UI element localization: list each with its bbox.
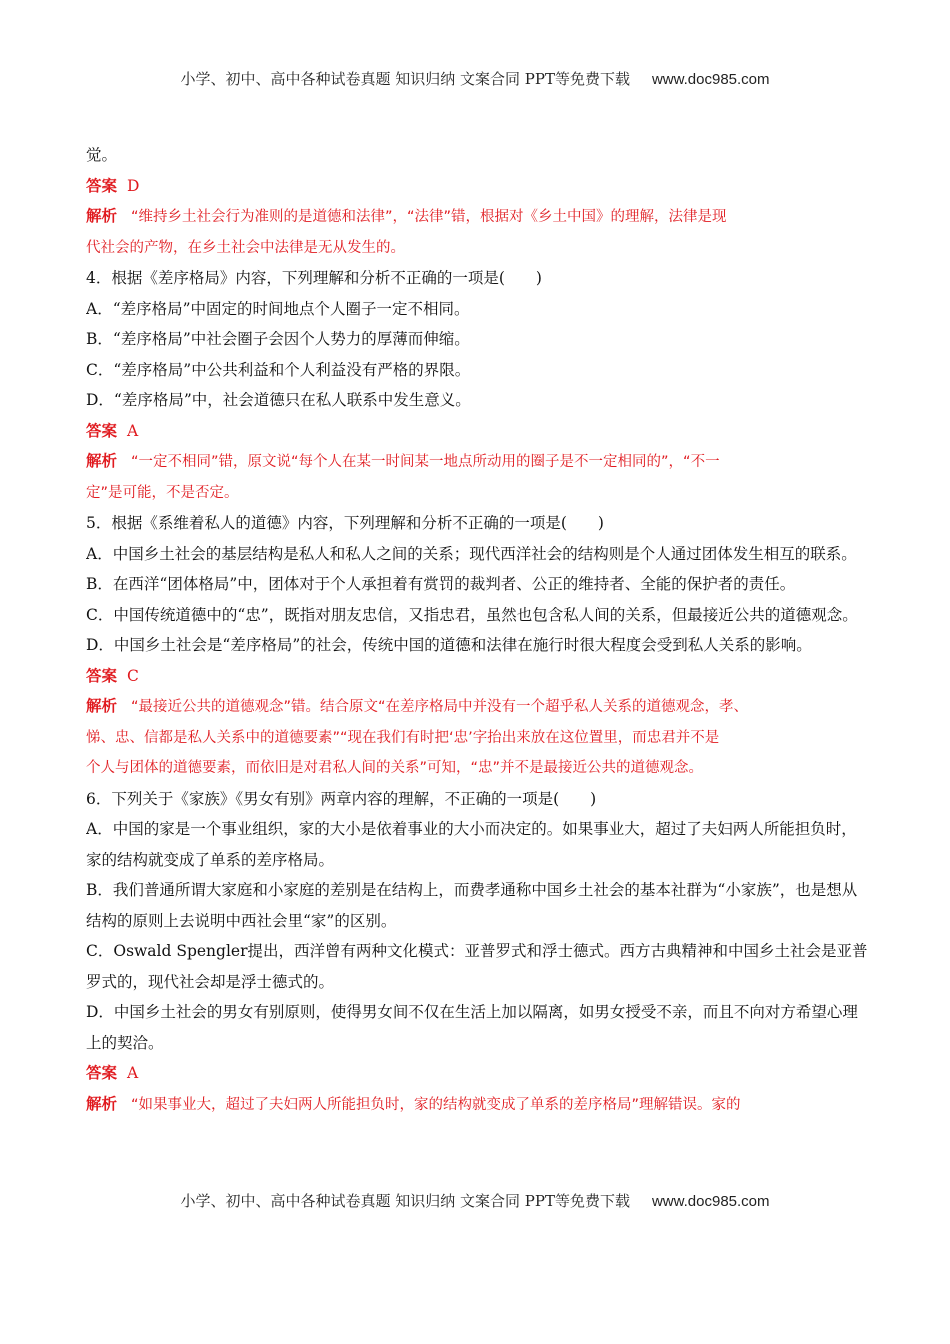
q6-option-d: D．中国乡土社会的男女有别原则，使得男女间不仅在生活上加以隔离，如男女授受不亲，而且不向对方希望心理上的契洽。 — [86, 1003, 858, 1052]
answer-label: 答案 — [86, 666, 118, 685]
header-text: 小学、初中、高中各种试卷真题 知识归纳 文案合同 PPT等免费下载 — [180, 70, 630, 88]
q5-option-d: D．中国乡土社会是“差序格局”的社会，传统中国的道德和法律在施行时很大程度会受到私人关系的影响。 — [86, 636, 812, 654]
q4-explanation-text-2: 定”是可能，不是否定。 — [86, 484, 239, 501]
q5-explanation-text-3: 个人与团体的道德要素，而依旧是对君私人间的关系”可知，“忠”并不是最接近公共的道德观念。 — [86, 760, 704, 776]
q6-option-a: A．中国的家是一个事业组织，家的大小是依着事业的大小而决定的。如果事业大，超过了夫妇两人所能担负时，家的结构就变成了单系的差序格局。 — [86, 820, 857, 869]
explanation-label: 解析 — [86, 697, 118, 715]
q3-answer — [86, 171, 868, 202]
q5-answer — [86, 661, 868, 692]
q6-explanation-text-1: “如果事业大，超过了夫妇两人所能担负时，家的结构就变成了单系的差序格局”理解错误。家的 — [131, 1096, 741, 1113]
q3-explanation-line — [86, 201, 868, 233]
q3-tail-text: 觉。 — [86, 146, 118, 164]
q5-explanation-text-2: 悌、忠、信都是私人关系中的道德要素”“现在我们有时把‘忠’字抬出来放在这位置里，而忠君并不是 — [86, 729, 720, 746]
page-header — [0, 68, 950, 89]
q4-option-a: A．“差序格局”中固定的时间地点个人圈子一定不相同。 — [86, 299, 470, 318]
q4-explanation-text-1: “一定不相同”错，原文说“每个人在某一时间某一地点所动用的圈子是不一定相同的”，“不一 — [131, 454, 720, 470]
q6-explanation-line — [86, 1089, 868, 1121]
q4-option-d: D．“差序格局”中，社会道德只在私人联系中发生意义。 — [86, 391, 471, 409]
q4-answer-value: A — [127, 421, 139, 440]
q5-stem: 5．根据《系维着私人的道德》内容，下列理解和分析不正确的一项是( ) — [86, 514, 604, 532]
q5-option-c: C．中国传统道德中的“忠”，既指对朋友忠信，又指忠君，虽然也包含私人间的关系，但最接近公共的道德观念。 — [86, 605, 858, 624]
q4-option-c: C．“差序格局”中公共利益和个人利益没有严格的界限。 — [86, 360, 471, 379]
q3-explanation-text-1: “维持乡土社会行为准则的是道德和法律”，“法律”错，根据对《乡土中国》的理解，法律是现 — [131, 209, 727, 225]
q3-explanation-text-2: 代社会的产物，在乡土社会中法律是无从发生的。 — [86, 239, 405, 256]
page-footer — [0, 1190, 950, 1211]
answer-label: 答案 — [86, 176, 118, 195]
explanation-label: 解析 — [86, 207, 118, 225]
q5-answer-value: C — [127, 666, 139, 685]
q4-stem: 4．根据《差序格局》内容，下列理解和分析不正确的一项是( ) — [86, 269, 542, 287]
q5-option-b: B．在西洋“团体格局”中，团体对于个人承担着有赏罚的裁判者、公正的维持者、全能的保护者的责任。 — [86, 575, 796, 593]
answer-label: 答案 — [86, 421, 118, 440]
explanation-label: 解析 — [86, 452, 118, 470]
header-site-link[interactable]: www.doc985.com — [651, 71, 770, 88]
q4-option-b: B．“差序格局”中社会圈子会因个人势力的厚薄而伸缩。 — [86, 330, 470, 348]
q6-stem: 6．下列关于《家族》《男女有别》两章内容的理解，不正确的一项是( ) — [86, 789, 597, 808]
q6-option-b: B．我们普通所谓大家庭和小家庭的差别是在结构上，而费孝通称中国乡土社会的基本社群为“小家族”，也是想从结构的原则上去说明中西社会里“家”的区别。 — [86, 881, 858, 930]
footer-text: 小学、初中、高中各种试卷真题 知识归纳 文案合同 PPT等免费下载 — [180, 1192, 630, 1210]
footer-site-link[interactable]: www.doc985.com — [651, 1193, 770, 1210]
q3-answer-value: D — [127, 176, 140, 195]
q5-explanation-text-1: “最接近公共的道德观念”错。结合原文“在差序格局中并没有一个超乎私人关系的道德观念，孝、 — [131, 699, 749, 715]
document-body — [86, 140, 868, 1120]
q4-answer — [86, 416, 868, 447]
q5-explanation-line — [86, 691, 868, 723]
q6-answer — [86, 1058, 868, 1089]
q6-option-c: C．Oswald Spengler提出，西洋曾有两种文化模式：亚普罗式和浮士德式。西方古典精神和中国乡土社会是亚普罗式的，现代社会却是浮士德式的。 — [86, 942, 868, 991]
explanation-label: 解析 — [86, 1094, 118, 1113]
q5-option-a: A．中国乡土社会的基层结构是私人和私人之间的关系；现代西洋社会的结构则是个人通过团体发生相互的联系。 — [86, 544, 857, 563]
q6-answer-value: A — [127, 1064, 139, 1082]
answer-label: 答案 — [86, 1064, 118, 1082]
q4-explanation-line — [86, 446, 868, 478]
